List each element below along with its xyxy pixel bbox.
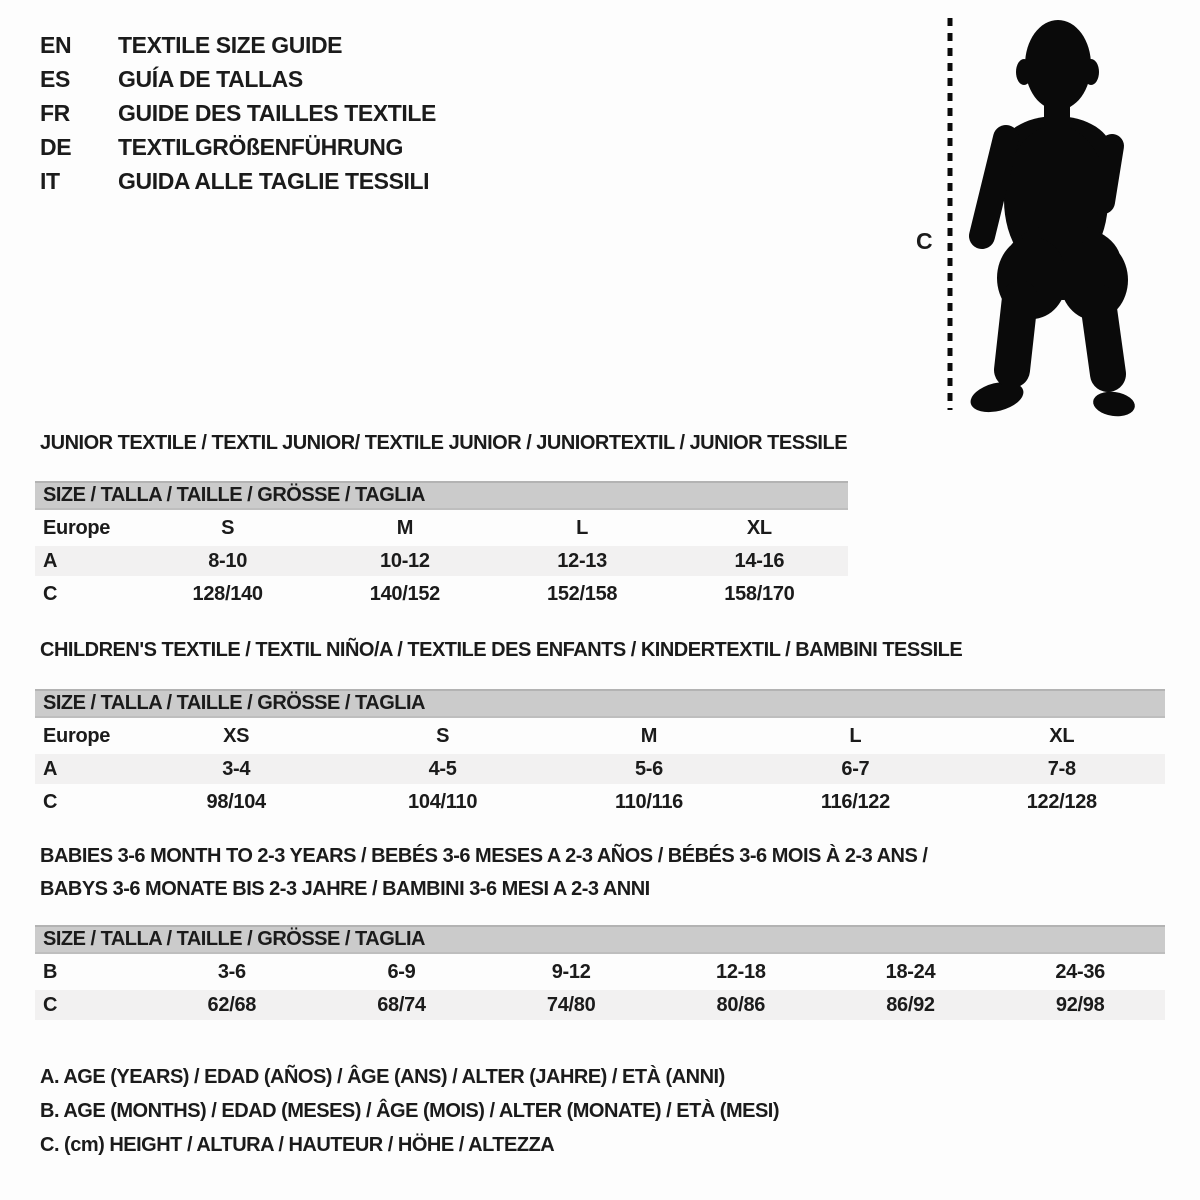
row-label: Europe xyxy=(43,724,111,747)
legend-line-c: C. (cm) HEIGHT / ALTURA / HAUTEUR / HÖHE / ALTEZZA xyxy=(40,1134,555,1156)
cell: 68/74 xyxy=(377,993,426,1016)
cell: 62/68 xyxy=(207,993,257,1016)
language-code: ES xyxy=(40,65,70,92)
cell: 152/158 xyxy=(547,582,618,605)
cell: 24-36 xyxy=(1055,960,1105,983)
cell: 5-6 xyxy=(634,757,663,780)
legend xyxy=(40,1066,779,1168)
cell: XS xyxy=(223,724,250,747)
table-row-b xyxy=(35,957,1165,987)
cell: 74/80 xyxy=(546,993,596,1016)
cell: S xyxy=(221,516,235,539)
language-row xyxy=(40,130,436,164)
cell: 158/170 xyxy=(724,582,795,605)
cell: XL xyxy=(746,516,772,539)
language-row xyxy=(40,96,436,130)
table-row-a xyxy=(35,546,848,576)
size-header-bar: SIZE / TALLA / TAILLE / GRÖSSE / TAGLIA xyxy=(35,481,848,510)
cell: 3-6 xyxy=(217,960,246,983)
section-title-babies-line2: BABYS 3-6 MONATE BIS 2-3 JAHRE / BAMBINI 3-6 MESI A 2-3 ANNI xyxy=(40,878,650,900)
legend-line-a: A. AGE (YEARS) / EDAD (AÑOS) / ÂGE (ANS) / ALTER (JAHRE) / ETÀ (ANNI) xyxy=(40,1066,725,1088)
cell: XL xyxy=(1049,724,1075,747)
table-row-europe xyxy=(35,513,848,543)
cell: 6-7 xyxy=(841,757,870,780)
row-label: Europe xyxy=(43,516,111,539)
language-title: GUÍA DE TALLAS xyxy=(118,65,303,92)
cell: 104/110 xyxy=(408,790,478,813)
language-code: EN xyxy=(40,31,72,58)
cell: 122/128 xyxy=(1026,790,1097,813)
cell: 3-4 xyxy=(222,757,251,780)
row-label: A xyxy=(43,549,58,572)
cell: M xyxy=(640,724,658,747)
row-label: A xyxy=(43,757,58,780)
cell: 140/152 xyxy=(369,582,440,605)
cell: 8-10 xyxy=(208,549,248,572)
section-title-babies-line1: BABIES 3-6 MONTH TO 2-3 YEARS / BEBÉS 3-6 MESES A 2-3 AÑOS / BÉBÉS 3-6 MOIS À 2-3 ANS / xyxy=(40,845,928,867)
cell: L xyxy=(576,516,589,539)
cell: L xyxy=(849,724,862,747)
row-label: B xyxy=(43,960,58,983)
size-header-bar: SIZE / TALLA / TAILLE / GRÖSSE / TAGLIA xyxy=(35,689,1165,718)
table-row-c xyxy=(35,787,1165,817)
table-row-a xyxy=(35,754,1165,784)
cell: 98/104 xyxy=(206,790,266,813)
language-code: IT xyxy=(40,167,60,194)
cell: 14-16 xyxy=(734,549,785,572)
language-row xyxy=(40,62,436,96)
cell: 6-9 xyxy=(387,960,416,983)
language-title: TEXTILGRÖßENFÜHRUNG xyxy=(118,133,403,160)
section-title-junior: JUNIOR TEXTILE / TEXTIL JUNIOR/ TEXTILE JUNIOR / JUNIORTEXTIL / JUNIOR TESSILE xyxy=(40,432,848,454)
legend-line-b: B. AGE (MONTHS) / EDAD (MESES) / ÂGE (MOIS) / ALTER (MONATE) / ETÀ (MESI) xyxy=(40,1100,780,1122)
size-header-bar: SIZE / TALLA / TAILLE / GRÖSSE / TAGLIA xyxy=(35,925,1165,954)
language-list xyxy=(40,28,436,198)
measure-label-c: C xyxy=(916,228,933,254)
language-title: GUIDE DES TAILLES TEXTILE xyxy=(118,99,436,126)
table-row-europe xyxy=(35,721,1165,751)
cell: 116/122 xyxy=(820,790,890,813)
language-code: DE xyxy=(40,133,72,160)
language-row xyxy=(40,164,436,198)
language-code: FR xyxy=(40,99,70,126)
language-title: TEXTILE SIZE GUIDE xyxy=(118,31,343,58)
cell: 18-24 xyxy=(885,960,936,983)
row-label: C xyxy=(43,790,58,813)
cell: S xyxy=(436,724,450,747)
cell: 4-5 xyxy=(428,757,457,780)
cell: 92/98 xyxy=(1055,993,1105,1016)
row-label: C xyxy=(43,993,58,1016)
cell: M xyxy=(396,516,414,539)
table-row-c xyxy=(35,579,848,609)
cell: 7-8 xyxy=(1047,757,1076,780)
junior-size-table xyxy=(35,481,848,609)
children-size-table xyxy=(35,689,1165,817)
table-row-c xyxy=(35,990,1165,1020)
language-title: GUIDA ALLE TAGLIE TESSILI xyxy=(118,167,430,194)
language-row xyxy=(40,28,436,62)
section-title-children: CHILDREN'S TEXTILE / TEXTIL NIÑO/A / TEXTILE DES ENFANTS / KINDERTEXTIL / BAMBINI TESSILE xyxy=(40,639,963,661)
cell: 12-18 xyxy=(716,960,766,983)
baby-measure-figure xyxy=(900,10,1180,420)
babies-size-table xyxy=(35,925,1165,1020)
cell: 110/116 xyxy=(614,790,683,813)
row-label: C xyxy=(43,582,58,605)
cell: 80/86 xyxy=(716,993,766,1016)
cell: 12-13 xyxy=(557,549,607,572)
cell: 86/92 xyxy=(886,993,935,1016)
cell: 9-12 xyxy=(551,960,591,983)
cell: 10-12 xyxy=(380,549,430,572)
cell: 128/140 xyxy=(192,582,263,605)
